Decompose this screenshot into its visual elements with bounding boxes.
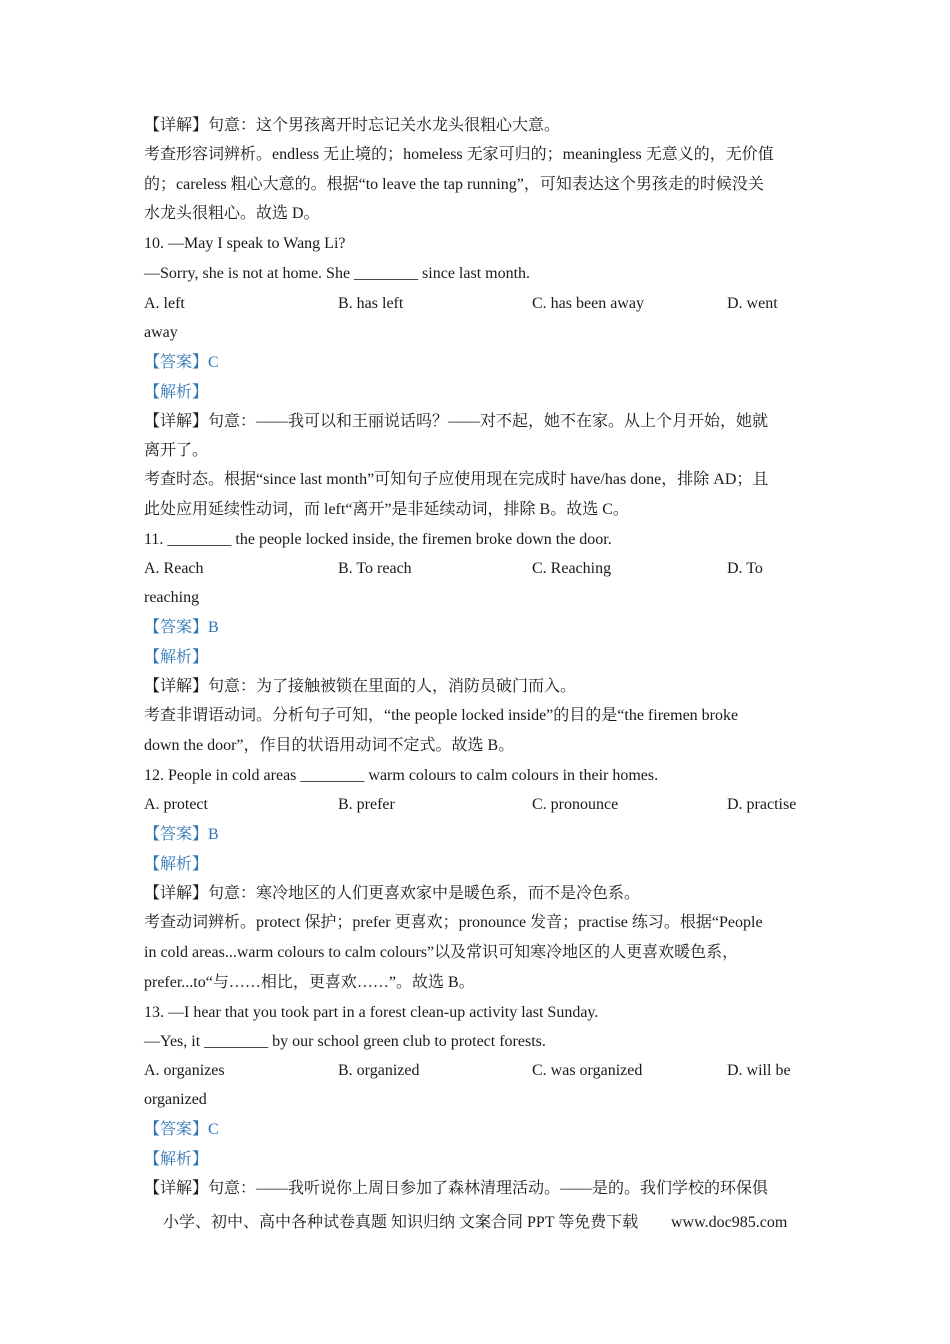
explanation-line: 的；careless 粗心大意的。根据“to leave the tap running”，可知表达这个男孩走的时候没关 [144,176,764,193]
q10-option-d-wrap: away [144,324,178,341]
q11-option-b: B. To reach [338,560,412,577]
answer-label: 【答案】B [144,619,219,636]
explanation-line: 考查形容词辨析。endless 无止境的；homeless 无家可归的；meaningless 无意义的，无价值 [144,146,774,163]
q12-option-b: B. prefer [338,796,395,813]
q12-option-a: A. protect [144,796,208,813]
footer-url[interactable]: www.doc985.com [671,1214,788,1231]
explanation-line: 考查非谓语动词。分析句子可知，“the people locked inside”的目的是“the firemen broke [144,707,739,724]
q12-option-d: D. practise [727,796,797,813]
explanation-line: 【详解】句意：——我听说你上周日参加了森林清理活动。——是的。我们学校的环保俱 [144,1180,769,1197]
q10-option-c: C. has been away [532,295,644,312]
explanation-line: 水龙头很粗心。故选 D。 [144,205,320,222]
analysis-label: 【解析】 [144,1151,209,1168]
analysis-label: 【解析】 [144,649,209,666]
q13-option-d: D. will be [727,1062,791,1079]
q10-option-b: B. has left [338,295,404,312]
explanation-line: 考查动词辨析。protect 保护；prefer 更喜欢；pronounce 发音；practise 练习。根据“People [144,914,763,931]
analysis-label: 【解析】 [144,384,209,401]
question-11-stem: 11. ________ the people locked inside, the firemen broke down the door. [144,531,612,548]
explanation-line: prefer...to“与……相比，更喜欢……”。故选 B。 [144,974,475,991]
question-10-stem: 10. —May I speak to Wang Li? [144,235,346,252]
q13-option-a: A. organizes [144,1062,225,1079]
q11-option-c: C. Reaching [532,560,612,577]
q13-option-d-wrap: organized [144,1091,207,1108]
q13-option-c: C. was organized [532,1062,643,1079]
answer-label: 【答案】C [144,1121,219,1138]
q13-option-b: B. organized [338,1062,420,1079]
explanation-line: 考查时态。根据“since last month”可知句子应使用现在完成时 have/has done，排除 AD；且 [144,471,769,488]
question-13-stem: 13. —I hear that you took part in a forest clean-up activity last Sunday. [144,1004,599,1021]
explanation-line: 【详解】句意：这个男孩离开时忘记关水龙头很粗心大意。 [144,117,561,134]
question-12-stem: 12. People in cold areas ________ warm colours to calm colours in their homes. [144,767,659,784]
explanation-line: 离开了。 [144,442,209,459]
question-10-stem: —Sorry, she is not at home. She ________ since last month. [144,265,531,282]
question-13-stem: —Yes, it ________ by our school green club to protect forests. [144,1033,546,1050]
footer-text: 小学、初中、高中各种试卷真题 知识归纳 文案合同 PPT 等免费下载 [163,1214,639,1231]
analysis-label: 【解析】 [144,856,209,873]
answer-label: 【答案】C [144,354,219,371]
explanation-line: 【详解】句意：为了接触被锁在里面的人，消防员破门而入。 [144,678,577,695]
answer-label: 【答案】B [144,826,219,843]
q11-option-a: A. Reach [144,560,204,577]
q10-option-a: A. left [144,295,185,312]
explanation-line: down the door”，作目的状语用动词不定式。故选 B。 [144,737,515,754]
q11-option-d: D. To [727,560,763,577]
q12-option-c: C. pronounce [532,796,619,813]
explanation-line: 【详解】句意：寒冷地区的人们更喜欢家中是暖色系，而不是冷色系。 [144,885,641,902]
explanation-line: in cold areas...warm colours to calm colours”以及常识可知寒冷地区的人更喜欢暖色系， [144,944,739,961]
q11-option-d-wrap: reaching [144,589,200,606]
explanation-line: 【详解】句意：——我可以和王丽说话吗？——对不起，她不在家。从上个月开始，她就 [144,413,769,430]
q10-option-d: D. went [727,295,778,312]
explanation-line: 此处应用延续性动词，而 left“离开”是非延续动词，排除 B。故选 C。 [144,501,629,518]
